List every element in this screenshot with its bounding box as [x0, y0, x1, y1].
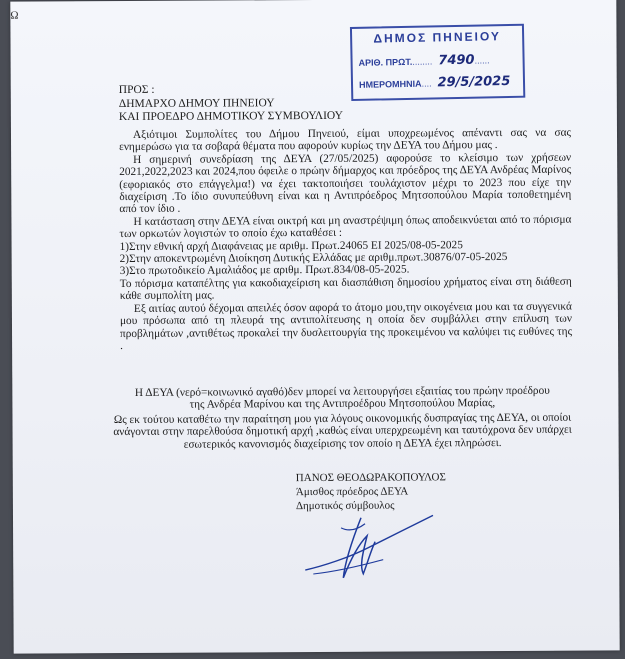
- paragraph-deya-line-1: Η ΔΕΥΑ (νερό=κοινωνικό αγαθό)δεν μπορεί να λειτουργήσει εξαιτίας του πρώην προέδρου: [134, 384, 550, 399]
- paragraph-situation: Η κατάσταση στην ΔΕΥΑ είναι οικτρή και μη αναστρέψιμη όπως αποδεικνύεται από το πόρισμα των ορκωτών λογιστών το οποίο έχω καταθέσει :: [119, 213, 572, 241]
- paragraph-deya-line-2: της Ανδρέα Μαρίνου και της Αντιπροέδρου Μητσοπούλου Μαρίας,: [189, 397, 496, 412]
- recipient-line-1: ΔΗΜΑΡΧΟ ΔΗΜΟΥ ΠΗΝΕΙΟΥ: [118, 97, 275, 111]
- recipient-line-2: ΚΑΙ ΠΡΟΕΔΡΟ ΔΗΜΟΤΙΚΟΥ ΣΥΜΒΟΥΛΙΟΥ: [118, 109, 343, 124]
- document-page: [10, 0, 619, 654]
- list-item-3: 3)Στο πρωτοδικείο Αμαλιάδος με αριθμ. Πρωτ.834/08-05-2025.: [119, 263, 410, 278]
- stamp-date-row: ΗΜΕΡΟΜΗΝΙΑ.... 29/5/2025: [358, 73, 511, 91]
- signer-name: ΠΑΝΟΣ ΘΕΟΔΩΡΑΚΟΠΟΥΛΟΣ: [295, 471, 446, 485]
- list-item-2: 2)Στην αποκεντρωμένη Διοίκηση Δυτικής Ελλάδας με αριθμ.πρωτ.30876/07-05-2025: [119, 251, 508, 266]
- letter-body: [119, 127, 572, 353]
- list-item-1: 1)Στην εθνική αρχή Διαφάνειας με αριθμ. Πρωτ.24065 ΕΙ 2025/08-05-2025: [119, 238, 463, 253]
- page-corner-mark: Ω: [10, 9, 19, 22]
- signer-role-1: Άμισθος πρόεδρος ΔΕΥΑ: [295, 485, 409, 498]
- closing-block: [97, 385, 587, 452]
- recipient-to-label: ΠΡΟΣ :: [118, 83, 155, 97]
- paragraph-threats: Εξ αιτίας αυτού δέχομαι απειλές όσον αφορά το άτομο μου,την οικογένεια μου και τα συγγενικά μου πρόσωπα από τη πλευρά της αντιπολίτευσης η οποία δεν συμβάλλει στην επίλυση των προβλημάτων ,αντιθέτως προκαλεί την δυσλειτουργία της προκειμένου να καλύψει τις ευθύνες της .: [119, 300, 573, 352]
- paragraph-meeting: Η σημερινή συνεδρίαση της ΔΕΥΑ (27/05/2025) αφορούσε το κλείσιμο των χρήσεων 2021,2022,2023 και 2024,που όφειλε ο πρώην δήμαρχος και πρόεδρος της ΔΕΥΑ Ανδρέας Μαρίνος (εφοριακός στο επάγγελμα!) να έχει τακτοποιήσει τουλάχιστον μέχρι το 2023 που είχε την διαχείριση .Το ίδιο συνυπεύθυνη είναι και η Αντιπρόεδρος Μητσοπούλου Μαρία τοποθετημένη από τον ίδιο .: [119, 151, 572, 216]
- stamp-date-label: ΗΜΕΡΟΜΗΝΙΑ: [358, 78, 422, 90]
- stamp-title: ΔΗΜΟΣ ΠΗΝΕΙΟΥ: [373, 29, 502, 46]
- paragraph-greeting: Αξιότιμοι Συμπολίτες του Δήμου Πηνειού, είμαι υποχρεωμένος απέναντι σας να σας ενημερώσω για τα σοβαρά θέματα που αφορούν κυρίως την ΔΕΥΑ του Δήμου μας .: [119, 126, 572, 154]
- stamp-protocol-label: ΑΡΙΘ. ΠΡΩΤ.: [358, 56, 413, 68]
- protocol-stamp: [350, 24, 525, 101]
- signer-role-2: Δημοτικός σύμβουλος: [295, 499, 395, 512]
- paragraph-report: Το πόρισμα καταπέλτης για κακοδιαχείριση και διασπάθιση δημοσίου χρήματος είναι στη διάθεση κάθε συμπολίτη μας.: [119, 275, 572, 303]
- handwritten-signature: [293, 507, 443, 588]
- stamp-protocol-row: ΑΡΙΘ. ΠΡΩΤ......... 7490......: [358, 52, 490, 69]
- stamp-protocol-value: 7490: [438, 52, 475, 69]
- paragraph-resignation: Ως εκ τούτου καταθέτω την παραίτηση μου για λόγους οικονομικής δυσπραγίας της ΔΕΥΑ, οι οποίοι ανάγονται στην παρελθούσα δημοτική αρχή ,καθώς είναι υπερχρεωμένη και ταυτόχρονα δεν υπάρχει εσωτερικός κανονισμός διαχείρισης τον οποίο η ΔΕΥΑ έχει πληρώσει.: [113, 411, 572, 451]
- stamp-date-value: 29/5/2025: [437, 73, 511, 91]
